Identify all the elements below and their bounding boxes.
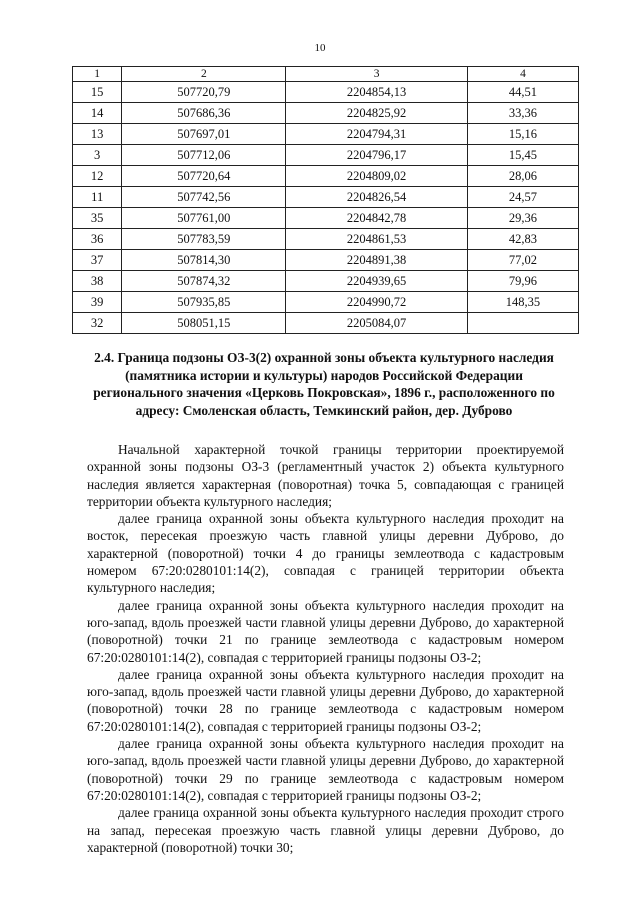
table-cell: 42,83 bbox=[467, 229, 578, 250]
table-cell: 36 bbox=[73, 229, 122, 250]
table-cell: 507761,00 bbox=[122, 208, 286, 229]
table-row bbox=[73, 313, 579, 334]
table-cell: 35 bbox=[73, 208, 122, 229]
table-cell: 2204794,31 bbox=[286, 124, 468, 145]
table-cell bbox=[467, 313, 578, 334]
column-header: 3 bbox=[286, 67, 468, 82]
table-cell: 507783,59 bbox=[122, 229, 286, 250]
coordinates-table bbox=[72, 66, 579, 334]
body-paragraph: далее граница охранной зоны объекта культурного наследия проходит на восток, пересекая проезжую часть главной улицы деревни Дуброво, до характерной (поворотной) точки 4 до границы землеотвода с кадастровым номером 67:20:0280101:14(2), совпадая с границей территории объекта культурного наследия; bbox=[87, 511, 564, 596]
table-cell: 507697,01 bbox=[122, 124, 286, 145]
table-row bbox=[73, 208, 579, 229]
table-cell: 2204796,17 bbox=[286, 145, 468, 166]
table-cell: 44,51 bbox=[467, 82, 578, 103]
table-cell: 2204939,65 bbox=[286, 271, 468, 292]
table-cell: 2204861,53 bbox=[286, 229, 468, 250]
table-cell: 2204891,38 bbox=[286, 250, 468, 271]
table-cell: 507720,64 bbox=[122, 166, 286, 187]
column-header: 4 bbox=[467, 67, 578, 82]
table-body bbox=[73, 82, 579, 334]
column-header: 1 bbox=[73, 67, 122, 82]
table-row bbox=[73, 271, 579, 292]
table-cell: 79,96 bbox=[467, 271, 578, 292]
table-cell: 29,36 bbox=[467, 208, 578, 229]
table-row bbox=[73, 103, 579, 124]
table-cell: 2204990,72 bbox=[286, 292, 468, 313]
table-header-row bbox=[73, 67, 579, 82]
table-cell: 507742,56 bbox=[122, 187, 286, 208]
table-cell: 12 bbox=[73, 166, 122, 187]
table-cell: 508051,15 bbox=[122, 313, 286, 334]
body-paragraph: далее граница охранной зоны объекта культурного наследия проходит на юго-запад, вдоль проезжей части главной улицы деревни Дуброво, до характерной (поворотной) точки 29 по границе землеотвода с кадастровым номером 67:20:0280101:14(2), совпадая с территорией границы подзоны ОЗ-2; bbox=[87, 736, 564, 803]
page-number: 10 bbox=[314, 42, 326, 54]
table-row bbox=[73, 229, 579, 250]
table-row bbox=[73, 82, 579, 103]
table-row bbox=[73, 166, 579, 187]
body-paragraph: далее граница охранной зоны объекта культурного наследия проходит на юго-запад, вдоль проезжей части главной улицы деревни Дуброво, до характерной (поворотной) точки 28 по границе землеотвода с кадастровым номером 67:20:0280101:14(2), совпадая с территорией границы подзоны ОЗ-2; bbox=[87, 666, 564, 734]
table-cell: 33,36 bbox=[467, 103, 578, 124]
table-row bbox=[73, 250, 579, 271]
table-cell: 39 bbox=[73, 292, 122, 313]
body-paragraph: Начальной характерной точкой границы территории проектируемой охранной зоны подзоны ОЗ-3 (регламентный участок 2) объекта культурного наследия является характерная (поворотная) точка 5, совпадающая с границей территории объекта культурного наследия; bbox=[87, 442, 564, 509]
table-cell: 32 bbox=[73, 313, 122, 334]
table-cell: 3 bbox=[73, 145, 122, 166]
table-cell: 2204809,02 bbox=[286, 166, 468, 187]
table-cell: 507686,36 bbox=[122, 103, 286, 124]
body-text bbox=[87, 441, 564, 856]
section-heading: 2.4. Граница подзоны ОЗ-3(2) охранной зоны объекта культурного наследия (памятника истории и культуры) народов Российской Федерации регионального значения «Церковь Покровская», 1896 г., расположенного по адресу: Смоленская область, Темкинский район, дер. Дуброво bbox=[93, 350, 555, 418]
table-cell: 507874,32 bbox=[122, 271, 286, 292]
table-cell: 13 bbox=[73, 124, 122, 145]
table-cell: 15,45 bbox=[467, 145, 578, 166]
column-header: 2 bbox=[122, 67, 286, 82]
table-cell: 15,16 bbox=[467, 124, 578, 145]
table-cell: 2204826,54 bbox=[286, 187, 468, 208]
table-row bbox=[73, 124, 579, 145]
table-row bbox=[73, 145, 579, 166]
table-row bbox=[73, 187, 579, 208]
table-cell: 38 bbox=[73, 271, 122, 292]
table-cell: 37 bbox=[73, 250, 122, 271]
table-cell: 507935,85 bbox=[122, 292, 286, 313]
table-cell: 24,57 bbox=[467, 187, 578, 208]
table-cell: 148,35 bbox=[467, 292, 578, 313]
table-cell: 15 bbox=[73, 82, 122, 103]
table-cell: 28,06 bbox=[467, 166, 578, 187]
body-paragraph: далее граница охранной зоны объекта культурного наследия проходит на юго-запад, вдоль проезжей части главной улицы деревни Дуброво, до характерной (поворотной) точки 21 по границе землеотвода с кадастровым номером 67:20:0280101:14(2), совпадая с территорией границы подзоны ОЗ-2; bbox=[87, 597, 564, 665]
table-cell: 2204842,78 bbox=[286, 208, 468, 229]
table-cell: 507712,06 bbox=[122, 145, 286, 166]
table-cell: 2204854,13 bbox=[286, 82, 468, 103]
table-row bbox=[73, 292, 579, 313]
table-cell: 507720,79 bbox=[122, 82, 286, 103]
table-cell: 2204825,92 bbox=[286, 103, 468, 124]
body-paragraph: далее граница охранной зоны объекта культурного наследия проходит строго на запад, пересекая проезжую часть главной улицы деревни Дуброво, до характерной (поворотной) точки 30; bbox=[87, 805, 564, 855]
table-cell: 2205084,07 bbox=[286, 313, 468, 334]
table-cell: 77,02 bbox=[467, 250, 578, 271]
table-cell: 507814,30 bbox=[122, 250, 286, 271]
table-cell: 11 bbox=[73, 187, 122, 208]
table-cell: 14 bbox=[73, 103, 122, 124]
